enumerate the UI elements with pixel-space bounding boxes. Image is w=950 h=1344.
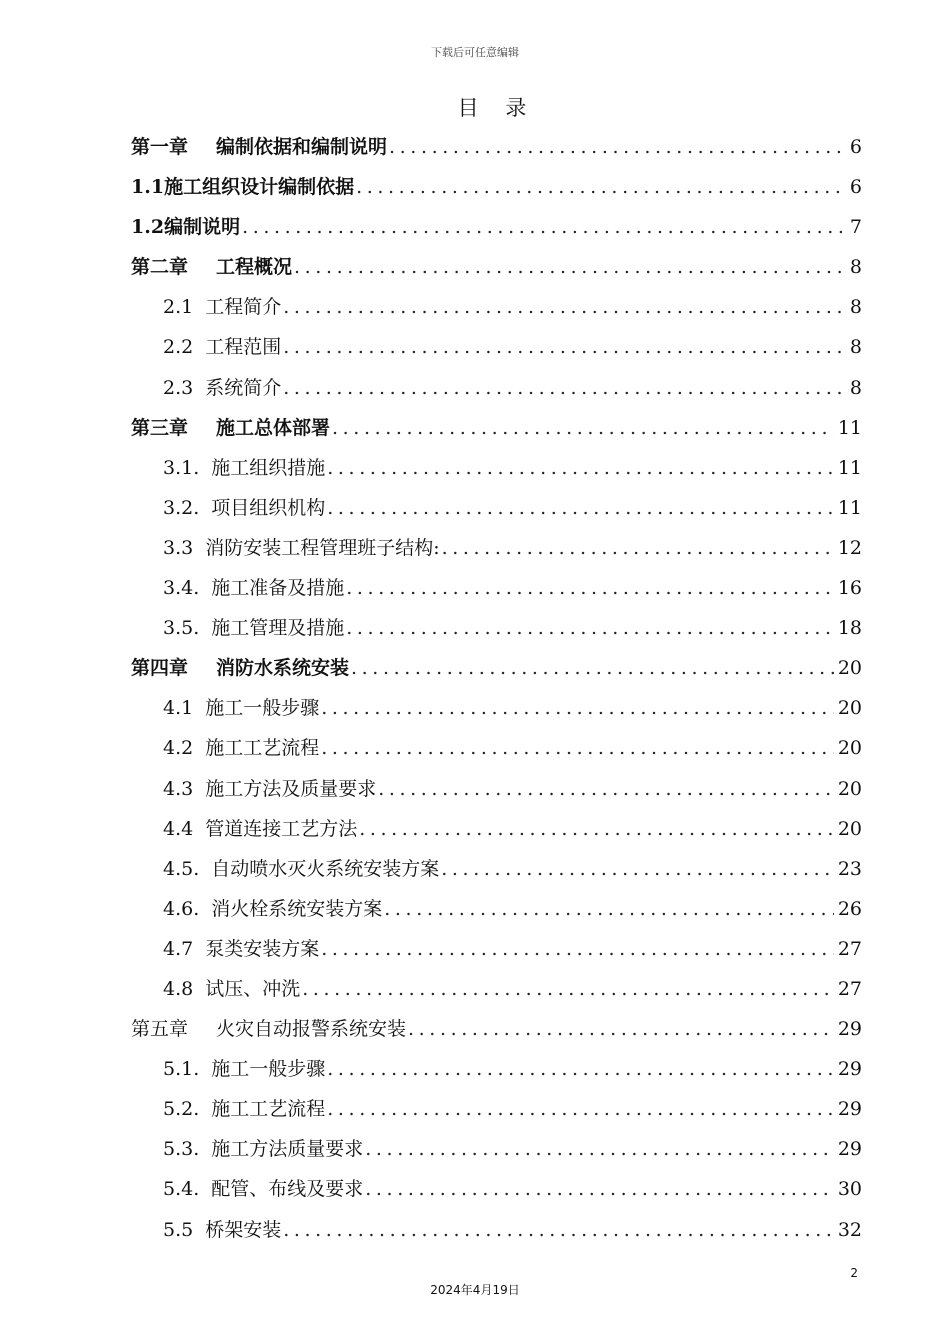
table-of-contents <box>131 127 862 1250</box>
toc-entry-title: 系统简介 <box>205 376 282 399</box>
toc-entry-title: 泵类安装方案 <box>205 937 320 960</box>
toc-entry-page: 20 <box>837 817 862 840</box>
toc-leader-dots <box>327 448 834 488</box>
toc-entry-title: 施工方法质量要求 <box>211 1138 364 1161</box>
toc-entry[interactable] <box>131 167 862 207</box>
toc-entry[interactable] <box>131 568 862 608</box>
toc-leader-dots <box>365 1169 834 1209</box>
toc-entry[interactable] <box>131 127 862 167</box>
toc-entry-page: 8 <box>849 296 862 319</box>
toc-entry[interactable] <box>131 287 862 327</box>
toc-entry-number: 2.2 <box>163 336 194 359</box>
toc-entry-number: 3.5. <box>163 617 200 640</box>
toc-entry[interactable] <box>131 448 862 488</box>
toc-entry-number: 1.1 <box>131 176 165 199</box>
toc-entry-title: 消防安装工程管理班子结构: <box>205 536 440 559</box>
toc-entry[interactable] <box>131 1049 862 1089</box>
toc-entry-number: 4.3 <box>163 777 194 800</box>
toc-entry[interactable] <box>131 408 862 448</box>
toc-entry-title: 施工管理及措施 <box>211 617 345 640</box>
toc-entry-title: 施工组织设计编制依据 <box>164 176 355 199</box>
toc-leader-dots <box>321 688 834 728</box>
toc-entry-page: 8 <box>849 256 862 279</box>
toc-entry[interactable] <box>131 1129 862 1169</box>
toc-entry-title: 施工工艺流程 <box>205 737 320 760</box>
toc-entry-page: 27 <box>837 937 862 960</box>
toc-entry-page: 6 <box>849 176 862 199</box>
toc-entry-title: 施工总体部署 <box>216 416 331 439</box>
toc-entry-number: 3.4. <box>163 577 200 600</box>
toc-entry-page: 11 <box>837 456 862 479</box>
toc-entry[interactable] <box>131 368 862 408</box>
toc-entry[interactable] <box>131 1169 862 1209</box>
toc-entry[interactable] <box>131 488 862 528</box>
toc-entry-page: 26 <box>837 897 862 920</box>
toc-entry-number: 4.6. <box>163 897 200 920</box>
toc-entry-title: 施工组织措施 <box>211 456 326 479</box>
toc-entry-number: 5.4. <box>163 1178 200 1201</box>
toc-entry[interactable] <box>131 1210 862 1250</box>
toc-entry-title: 施工一般步骤 <box>205 697 320 720</box>
toc-entry-page: 20 <box>837 777 862 800</box>
toc-entry-number: 第四章 <box>131 657 189 680</box>
toc-entry-page: 20 <box>837 737 862 760</box>
toc-entry[interactable] <box>131 528 862 568</box>
toc-leader-dots <box>346 568 834 608</box>
toc-entry-number: 4.4 <box>163 817 194 840</box>
toc-entry[interactable] <box>131 969 862 1009</box>
toc-entry-number: 4.2 <box>163 737 194 760</box>
toc-leader-dots <box>327 488 834 528</box>
toc-entry-title: 施工准备及措施 <box>211 577 345 600</box>
toc-entry[interactable] <box>131 327 862 367</box>
page-number: 2 <box>850 1266 858 1280</box>
toc-leader-dots <box>321 728 834 768</box>
toc-entry-page: 7 <box>849 216 862 239</box>
toc-entry-title: 编制依据和编制说明 <box>216 136 388 158</box>
toc-entry-number: 4.1 <box>163 697 194 720</box>
toc-entry[interactable] <box>131 809 862 849</box>
toc-entry-title: 配管、布线及要求 <box>211 1178 364 1201</box>
toc-leader-dots <box>408 1009 834 1049</box>
toc-entry-title: 火灾自动报警系统安装 <box>216 1018 407 1041</box>
toc-entry[interactable] <box>131 929 862 969</box>
toc-entry-number: 5.3. <box>163 1138 200 1161</box>
toc-entry-number: 第二章 <box>131 256 189 279</box>
toc-entry-title: 工程范围 <box>205 336 282 359</box>
toc-leader-dots <box>441 849 834 889</box>
toc-entry-page: 12 <box>837 536 862 559</box>
toc-entry-number: 4.5. <box>163 857 200 880</box>
toc-entry-page: 18 <box>837 617 862 640</box>
toc-entry-title: 工程简介 <box>205 296 282 319</box>
toc-entry-title: 管道连接工艺方法 <box>205 817 358 840</box>
toc-entry-page: 8 <box>849 336 862 359</box>
toc-title: 目 录 <box>457 96 537 120</box>
toc-entry-number: 5.5 <box>163 1218 194 1241</box>
toc-leader-dots <box>359 809 834 849</box>
toc-leader-dots <box>327 1089 834 1129</box>
toc-entry-title: 施工工艺流程 <box>211 1098 326 1121</box>
toc-leader-dots <box>356 167 846 207</box>
toc-entry-page: 29 <box>837 1058 862 1081</box>
toc-entry-number: 3.1. <box>163 456 200 479</box>
toc-entry[interactable] <box>131 247 862 287</box>
toc-entry-page: 8 <box>849 376 862 399</box>
toc-entry-number: 2.1 <box>163 296 194 319</box>
toc-entry-title: 自动喷水灭火系统安装方案 <box>211 857 440 880</box>
toc-leader-dots <box>346 608 834 648</box>
toc-leader-dots <box>302 969 834 1009</box>
toc-entry-page: 32 <box>837 1218 862 1241</box>
toc-leader-dots <box>365 1129 834 1169</box>
footer-date: 2024年4月19日 <box>430 1283 520 1297</box>
toc-entry-title: 工程概况 <box>216 256 293 279</box>
toc-entry-title: 编制说明 <box>164 216 241 239</box>
toc-entry[interactable] <box>131 688 862 728</box>
toc-entry-title: 消防水系统安装 <box>216 657 350 680</box>
toc-entry-number: 5.2. <box>163 1098 200 1121</box>
toc-leader-dots <box>294 247 846 287</box>
toc-leader-dots <box>378 769 834 809</box>
toc-entry[interactable] <box>131 207 862 247</box>
toc-leader-dots <box>283 1210 834 1250</box>
toc-entry-number: 4.8 <box>163 977 194 1000</box>
toc-entry-page: 16 <box>837 577 862 600</box>
toc-entry-page: 11 <box>837 416 862 439</box>
toc-leader-dots <box>332 408 834 448</box>
toc-entry-number: 第五章 <box>131 1018 189 1041</box>
toc-entry-title: 施工方法及质量要求 <box>205 777 377 800</box>
toc-entry-page: 20 <box>837 697 862 720</box>
toc-leader-dots <box>389 127 846 167</box>
toc-entry-page: 6 <box>849 136 862 158</box>
toc-leader-dots <box>283 368 846 408</box>
toc-entry-page: 29 <box>837 1098 862 1121</box>
toc-entry-number: 4.7 <box>163 937 194 960</box>
toc-entry-number: 2.3 <box>163 376 194 399</box>
toc-entry-title: 试压、冲洗 <box>205 977 301 1000</box>
toc-entry[interactable] <box>131 648 862 688</box>
toc-entry[interactable] <box>131 769 862 809</box>
toc-entry-number: 第一章 <box>131 136 189 158</box>
toc-entry-page: 29 <box>837 1138 862 1161</box>
toc-entry[interactable] <box>131 728 862 768</box>
toc-leader-dots <box>351 648 834 688</box>
toc-entry[interactable] <box>131 1089 862 1129</box>
toc-leader-dots <box>384 889 834 929</box>
toc-leader-dots <box>283 327 846 367</box>
toc-entry-number: 1.2 <box>131 216 165 239</box>
page-header: 下载后可任意编辑 <box>431 46 519 59</box>
toc-entry-title: 消火栓系统安装方案 <box>211 897 383 920</box>
toc-entry-number: 5.1. <box>163 1058 200 1081</box>
toc-entry-title: 桥架安装 <box>205 1218 282 1241</box>
toc-entry-number: 第三章 <box>131 416 189 439</box>
toc-entry-page: 30 <box>837 1178 862 1201</box>
toc-leader-dots <box>283 287 846 327</box>
toc-leader-dots <box>242 207 846 247</box>
toc-entry-page: 23 <box>837 857 862 880</box>
toc-entry-title: 项目组织机构 <box>211 496 326 519</box>
toc-entry[interactable] <box>131 889 862 929</box>
toc-entry-number: 3.2. <box>163 496 200 519</box>
toc-entry-page: 11 <box>837 496 862 519</box>
toc-entry-title: 施工一般步骤 <box>211 1058 326 1081</box>
toc-entry-page: 20 <box>837 657 862 680</box>
toc-leader-dots <box>442 528 834 568</box>
toc-entry-page: 29 <box>837 1018 862 1041</box>
toc-leader-dots <box>327 1049 834 1089</box>
toc-entry-page: 27 <box>837 977 862 1000</box>
toc-entry-number: 3.3 <box>163 536 194 559</box>
toc-entry[interactable] <box>131 1009 862 1049</box>
toc-entry[interactable] <box>131 608 862 648</box>
toc-leader-dots <box>321 929 834 969</box>
toc-entry[interactable] <box>131 849 862 889</box>
